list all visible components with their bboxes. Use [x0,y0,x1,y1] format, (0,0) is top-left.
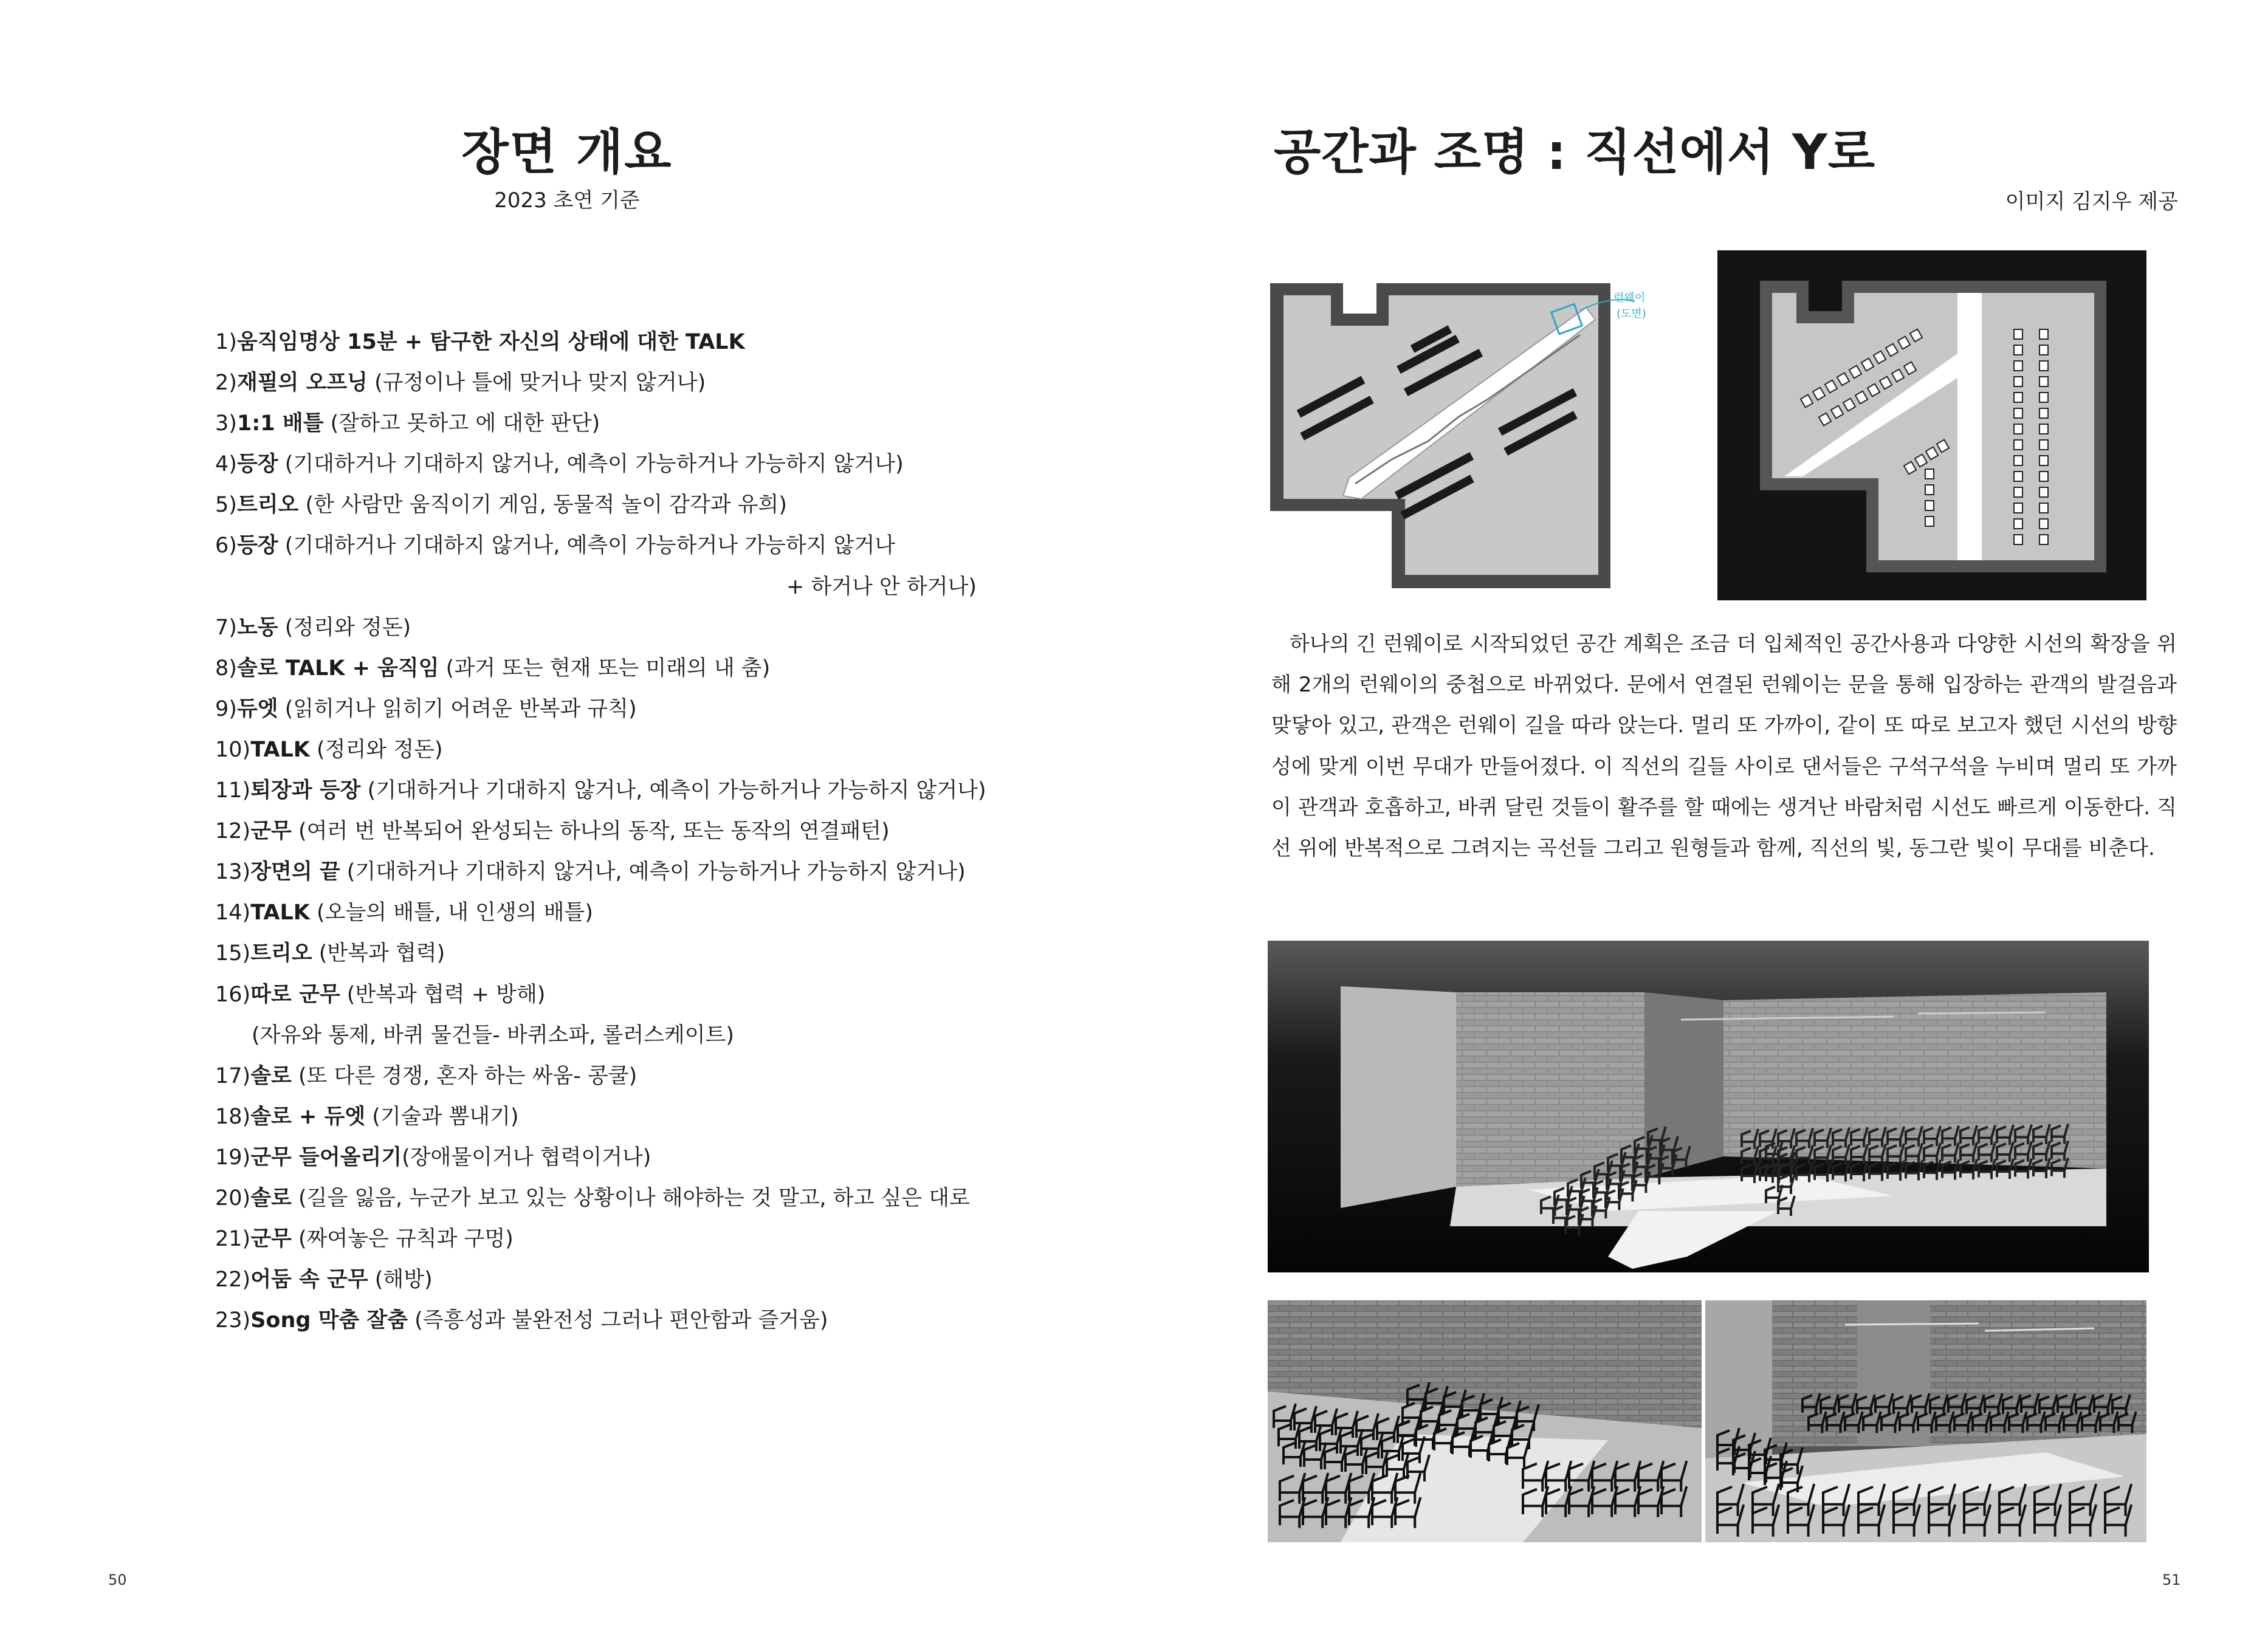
scene-description: (오늘의 배틀, 내 인생의 배틀) [309,901,593,925]
scene-item [215,1219,1127,1260]
scene-item [215,1178,1127,1219]
scene-number: 3) [215,411,237,436]
scene-number: 14) [215,901,251,925]
scene-description: (정리와 정돈) [278,615,411,640]
scene-number: 11) [215,778,251,803]
scene-name: 군무 [250,1227,292,1252]
scene-item [215,1300,1127,1341]
scene-number: 18) [215,1104,251,1129]
scene-number: 22) [215,1268,251,1292]
scene-description: (정리와 정돈) [309,737,443,762]
chair-mark [2039,487,2048,497]
scene-item [215,322,1127,363]
scene-item [215,363,1127,403]
scene-description: (즉흥성과 불완전성 그러나 편안함과 즐거움) [408,1308,828,1333]
chair-mark [2014,408,2022,418]
chair-mark [2014,535,2022,544]
scene-name: 솔로 + 듀엣 [250,1104,366,1129]
chair-mark [2014,329,2022,339]
scene-name: 움직임명상 15분 + 탐구한 자신의 상태에 대한 TALK [236,330,745,354]
body-paragraph [1271,624,2177,869]
scene-name: 따로 군무 [250,982,340,1007]
scene-item [215,648,1127,689]
scene-number: 12) [215,819,251,844]
scene-name: Song 막춤 잘춤 [250,1308,408,1333]
scene-number: 7) [215,615,237,640]
scene-description: (장애물이거나 협력이거나) [402,1145,651,1170]
page-title: 장면 개요 [461,124,673,180]
chair-mark [2014,456,2022,465]
chair-mark [2014,472,2022,481]
scene-description: (규정이나 틀에 맞거나 맞지 않거나) [367,371,706,396]
scene-name: 솔로 [250,1063,292,1088]
scene-name: 등장 [236,534,278,558]
scene-description: (반복과 협력) [312,941,445,966]
scene-number: 16) [215,982,251,1007]
scene-item [215,567,1127,608]
chair-mark [2014,361,2022,371]
right-page [1134,0,2268,1651]
scene-number: 17) [215,1063,251,1088]
page-number: 50 [108,1571,127,1588]
chair-mark [2014,345,2022,355]
scene-name: TALK [250,737,310,762]
stage-render-left [1268,1300,1702,1542]
chair-mark [2039,393,2048,402]
scene-number: 15) [215,941,251,966]
scene-description: (잘하고 못하고 에 대한 판단) [323,411,600,436]
scene-item [215,1138,1127,1178]
scene-item [215,1056,1127,1097]
scene-description: (짜여놓은 규칙과 구멍) [291,1227,514,1252]
scene-item [215,608,1127,648]
chair-mark [2014,503,2022,513]
scene-description: (읽히거나 읽히기 어려운 반복과 규칙) [278,696,637,721]
chair-mark [2039,361,2048,371]
scene-item [215,485,1127,526]
chair-mark [2014,519,2022,529]
scene-item [215,1260,1127,1300]
scene-description: (해방) [368,1268,433,1292]
scene-number: 4) [215,452,237,477]
scene-name: 솔로 TALK + 움직임 [236,656,439,681]
scene-item [215,893,1127,933]
scene-name: 군무 들어올리기 [250,1145,402,1170]
scene-name: 노동 [236,615,278,640]
scene-item [215,526,1127,566]
scene-description: (자유와 통제, 바퀴 물건들- 바퀴소파, 롤러스케이트) [252,1023,735,1048]
scene-item [215,689,1127,730]
scene-number: 9) [215,696,237,721]
scene-number: 20) [215,1186,251,1210]
body-text: 하나의 긴 런웨이로 시작되었던 공간 계획은 조금 더 입체적인 공간사용과 다양한 시선의 확장을 위해 2개의 런웨이의 중첩으로 바뀌었다. 문에서 연결된 런웨이는 문을 통해 입장하는 관객의 발걸음과 맞닿아 있고, 관객은 런웨이 길을 따라 앉는다. 멀리 또 가까이, 같이 또 따로 보고자 했던 시선의 방향성에 맞게 이번 무대가 만들어졌다. 이 직선의 길들 사이로 댄서들은 구석구석을 누비며 멀리 또 가까이 관객과 호흡하고, 바퀴 달린 것들이 활주를 할 때에는 생겨난 바람처럼 시선도 빠르게 이동한다. 직선 위에 반복적으로 그려지는 곡선들 그리고 원형들과 함께, 직선의 빛, 동그란 빛이 무대를 비춘다. [1271,632,2177,861]
chair-mark [2039,519,2048,529]
scene-item [215,730,1127,771]
scene-name: TALK [250,901,310,925]
scene-description: (기술과 뽐내기) [365,1104,519,1129]
chair-mark [2014,377,2022,386]
scene-name: 군무 [250,819,292,844]
scene-name: 어둠 속 군무 [250,1268,368,1292]
chair-mark [2014,393,2022,402]
chair-mark [2039,440,2048,450]
chair-mark [1925,501,1934,510]
scene-list [215,322,1127,1341]
stage-render-main [1268,941,2149,1272]
chair-mark [2039,503,2048,513]
floor-plan-sketch [1270,277,1652,588]
chair-mark [2014,424,2022,434]
scene-name: 솔로 [250,1186,292,1210]
scene-number: 21) [215,1227,251,1252]
scene-description: (기대하거나 기대하지 않거나, 예측이 가능하거나 가능하지 않거나) [340,860,966,885]
scene-description: (기대하거나 기대하지 않거나, 예측이 가능하거나 가능하지 않거나) [360,778,986,803]
chair-mark [2039,456,2048,465]
scene-number: 23) [215,1308,251,1333]
scene-item [215,444,1127,485]
stage-render-right [1705,1300,2146,1542]
sketch-annotation: 런웨이 [1613,292,1646,304]
scene-item [215,975,1127,1015]
scene-description: (길을 잃음, 누군가 보고 있는 상황이나 해야하는 것 말고, 하고 싶은 대로 [291,1186,970,1210]
page-title: 공간과 조명 : 직선에서 Y로 [1274,124,1876,180]
chair-mark [2039,472,2048,481]
scene-name: 등장 [236,452,278,477]
scene-number: 19) [215,1145,251,1170]
scene-description: + 하거나 안 하거나) [786,574,977,599]
scene-name: 장면의 끝 [250,860,340,885]
scene-description: (여러 번 반복되어 완성되는 하나의 동작, 또는 동작의 연결패턴) [291,819,890,844]
scene-name: 듀엣 [236,696,278,721]
chair-mark [2039,329,2048,339]
chair-mark [2014,487,2022,497]
scene-number: 2) [215,371,237,396]
scene-description: (한 사람만 움직이기 게임, 동물적 놀이 감각과 유희) [298,493,788,518]
svg-text:(도면): (도면) [1617,307,1646,320]
scene-description: (기대하거나 기대하지 않거나, 예측이 가능하거나 가능하지 않거나) [278,452,904,477]
chair-mark [2039,377,2048,386]
floor-plan-y [1717,250,2146,600]
scene-item [215,933,1127,974]
scene-item [215,1015,1127,1056]
scene-item [215,1097,1127,1138]
page-number: 51 [2162,1571,2181,1588]
scene-number: 6) [215,534,237,558]
chair-mark [1925,517,1934,526]
chair-mark [2039,535,2048,544]
scene-item [215,771,1127,811]
scene-description: (반복과 협력 + 방해) [340,982,546,1007]
scene-item [215,403,1127,444]
chair-mark [2039,408,2048,418]
scene-name: 트리오 [250,941,312,966]
scene-number: 10) [215,737,251,762]
scene-description: (과거 또는 현재 또는 미래의 내 춤) [439,656,771,681]
scene-number: 5) [215,493,237,518]
chair-mark [1925,469,1934,479]
chair-mark [2039,424,2048,434]
scene-name: 퇴장과 등장 [250,778,361,803]
chair-mark [2014,440,2022,450]
image-credit: 이미지 김지우 제공 [2005,190,2178,214]
scene-name: 재필의 오프닝 [236,371,368,396]
scene-name: 트리오 [236,493,299,518]
scene-item [215,811,1127,852]
scene-number: 13) [215,860,251,885]
scene-description: (또 다른 경쟁, 혼자 하는 싸움- 콩쿨) [291,1063,637,1088]
scene-item [215,852,1127,893]
scene-number: 8) [215,656,237,681]
chair-mark [2039,345,2048,355]
chair-mark [1925,485,1934,495]
page-subtitle: 2023 초연 기준 [494,188,640,213]
scene-name: 1:1 배틀 [236,411,324,436]
scene-number: 1) [215,330,237,354]
scene-description: (기대하거나 기대하지 않거나, 예측이 가능하거나 가능하지 않거나 [278,534,896,558]
